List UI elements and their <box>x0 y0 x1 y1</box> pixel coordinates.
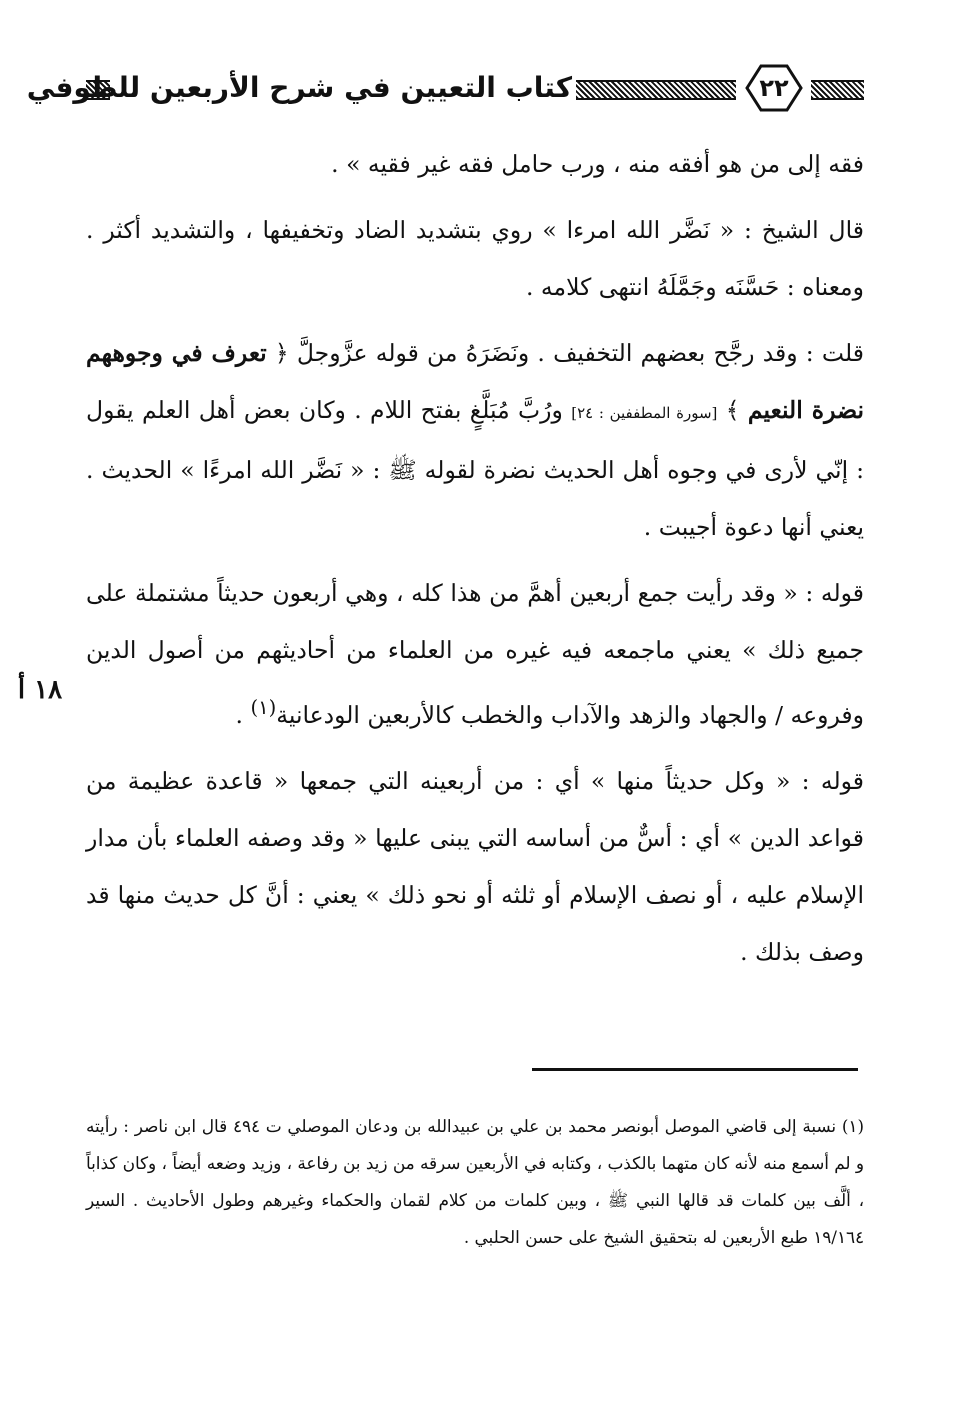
page-number: ٢٢ <box>759 74 789 102</box>
quran-verse: تعرف في وجوههم نضرة النعيم <box>86 339 864 424</box>
footnote-marker: (١) <box>250 696 277 719</box>
footnote <box>86 1108 864 1256</box>
paragraph-4-end: . <box>235 700 251 729</box>
paragraph-3-intro: قلت : وقد رجَّح بعضهم التخفيف . ونَضَرَهُ من قوله عزَّوجلَّ ﴿ <box>266 339 864 367</box>
header-ornament-right <box>811 80 864 100</box>
paragraph-5: قوله : « وكل حديثاً منها » أي : من أربعينه التي جمعها « قاعدة عظيمة من قواعد الدين » أي : أسٌّ من أساسه التي يبنى عليها « وقد وصفه العلماء بأن مدار الإسلام عليه ، أو نصف الإسلام أو ثلثه أو نحو ذلك » يعني : أنَّ كل حديث منها قد وصف بذلك . <box>86 766 864 966</box>
paragraph-3-rest: ورُبَّ مُبَلَّغٍ بفتح اللام . وكان بعض أهل العلم يقول : إنّي لأرى في وجوه أهل الحديث نضرة لقوله ﷺ : « نَضَّر الله امرءًا » الحديث . يعني أنها دعوة أجيبت . <box>86 396 864 541</box>
page-number-badge <box>741 60 807 116</box>
footnote-divider <box>532 1068 858 1071</box>
main-text <box>86 136 864 981</box>
manuscript-folio-marker: ١٨ أ <box>17 675 63 705</box>
header-ornament-middle <box>576 80 736 100</box>
book-title: كتاب التعيين في شرح الأربعين للطوفي <box>26 71 572 104</box>
paragraph-4 <box>86 565 864 744</box>
paragraph-4-text: قوله : « وقد رأيت جمع أربعين أهمَّ من هذا كله ، وهي أربعون حديثاً مشتملة على جميع ذلك » يعني ماجمعه فيه غيره من العلماء من أحاديثهم من أصول الدين وفروعه / والجهاد والزهد والآداب والخطب كالأربعين الودعانية <box>86 579 864 729</box>
verse-close-bracket: ﴾ <box>717 396 748 424</box>
running-header <box>26 58 864 118</box>
paragraph-2: قال الشيخ : « نَضَّر الله امرءا » روي بتشديد الضاد وتخفيفها ، والتشديد أكثر . ومعناه : حَسَّنَه وجَمَّلَهُ انتهى كلامه . <box>86 216 864 301</box>
footnote-text: (١) نسبة إلى قاضي الموصل أبونصر محمد بن علي بن عبيدالله بن ودعان الموصلي ت ٤٩٤ قال ابن ناصر : رأيته و لم أسمع منه لأنه كان متهما بالكذب ، وكتابه في الأربعين سرقه من زيد بن رفاعة ، وزيد وضعه أيضاً ، وكان كذاباً ، ألَّف بين كلمات قد قالها النبي ﷺ ، وبين كلمات من كلام لقمان والحكماء وغيرهم وطول الأحاديث . السير ١٩/١٦٤ طبع الأربعين له بتحقيق الشيخ على حسن الحلبي . <box>86 1116 864 1247</box>
paragraph-1: فقه إلى من هو أفقه منه ، ورب حامل فقه غير فقيه » . <box>331 150 864 178</box>
paragraph-3 <box>86 325 864 556</box>
verse-reference: [سورة المطففين : ٢٤] <box>571 404 718 422</box>
